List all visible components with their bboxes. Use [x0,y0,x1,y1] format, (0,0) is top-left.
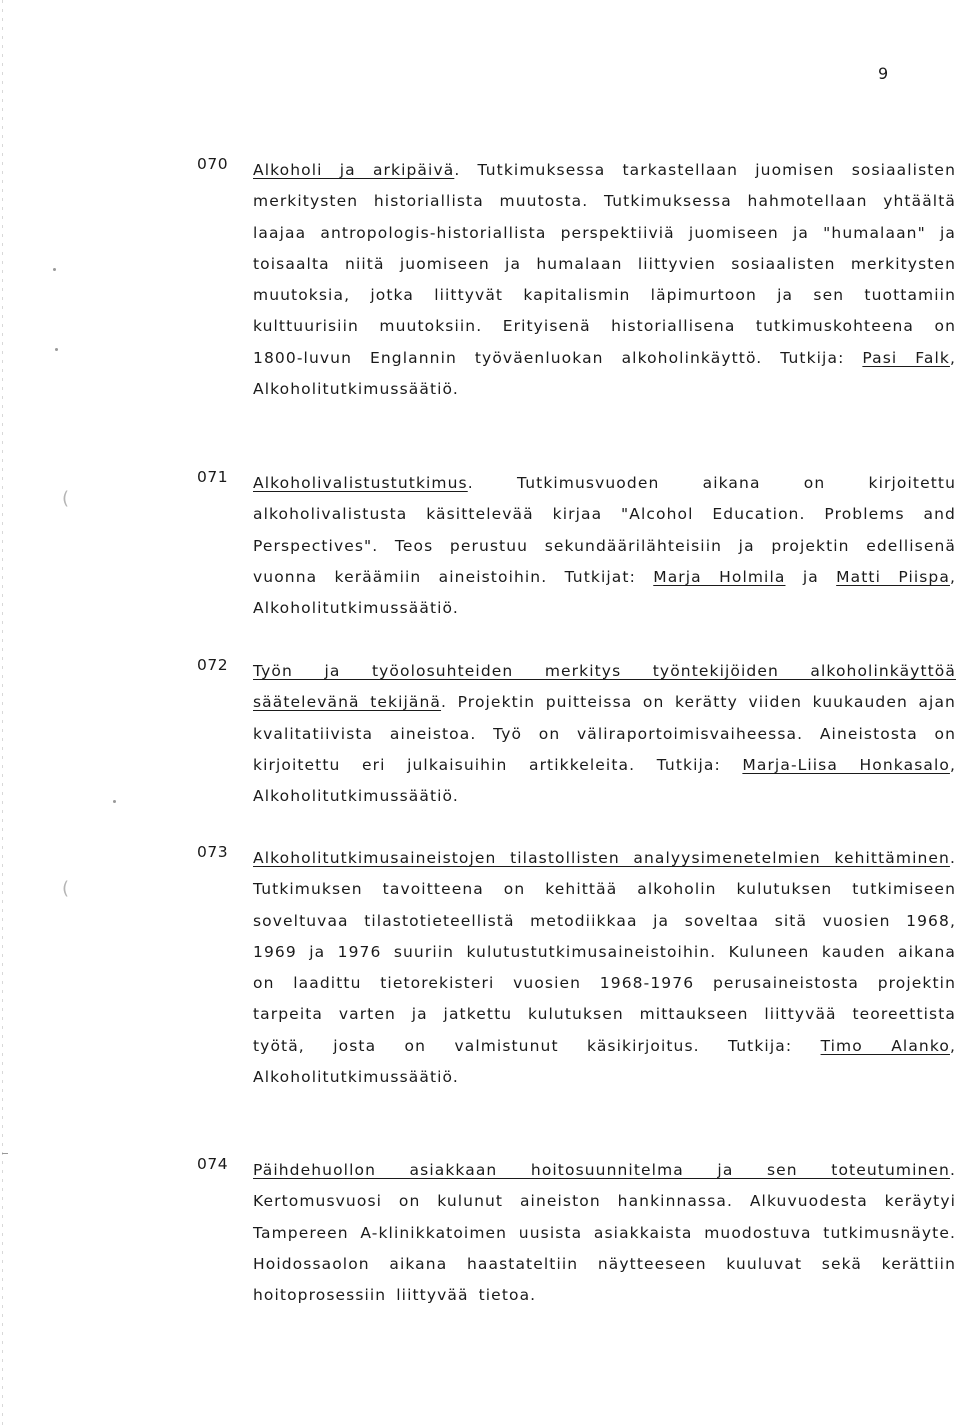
entry-title: Alkoholitutkimusaineistojen tilastollisten analyysimenetelmien kehittäminen [253,849,950,867]
entry-title: Työn ja työolosuhteiden merkitys työntekijöiden alkoholinkäyttöä säätelevänä tekijänä [253,662,956,712]
entry-affiliation: , Alkoholitutkimussäätiö. [253,348,956,399]
researcher-name: Timo Alanko [820,1036,950,1055]
scan-speck [53,268,56,271]
entry-number: 071 [197,468,229,486]
entry-text: . Projektin puitteissa on kerätty viiden kuukauden ajan kvalitatiivista aineistoa. Työ on väliraportoimisvaiheessa. Aineistosta on kirjoitettu eri julkaisuihin artikkeleita. Tutkija: [253,693,956,774]
entry-number: 070 [197,155,229,173]
entry-body [253,1155,956,1311]
scan-edge [2,0,3,1428]
entry-text: . Kertomusvuosi on kulunut aineiston hankinnassa. Alkuvuodesta keräytyi Tampereen A-klinikkatoimen uusista asiakkaista muodostuva tutkimusnäyte. Hoidossaolon aikana haastateltiin näytteeseen kuuluvat sekä kerättiin hoitoprosessiin liittyvää tietoa. [253,1161,956,1305]
researcher-name: Pasi Falk [862,348,950,367]
entry-number: 073 [197,843,229,861]
entry-body [253,656,956,812]
entry-text: . Tutkimuksen tavoitteena on kehittää alkoholin kulutuksen tutkimiseen soveltuvaa tilastotieteellistä metodiikkaa ja soveltaa sitä vuosien 1968, 1969 ja 1976 suuriin kulutustutkimusaineistoihin. Kuluneen kauden aikana on laadittu tietorekisteri vuosien 1968-1976 perusaineistosta projektin tarpeita varten ja jatkettu kulutuksen mittaukseen liittyvää teoreettista työtä, josta on valmistunut käsikirjoitus. Tutkija: [253,849,956,1055]
scan-speck [2,1153,8,1154]
entry-body [253,468,956,624]
scan-speck [55,348,58,351]
researcher-name: Marja-Liisa Honkasalo [742,755,950,774]
entry-number: 074 [197,1155,229,1173]
page-number: 9 [878,64,890,83]
entry-body [253,155,956,405]
entry-body [253,843,956,1093]
entry-title: Alkoholi ja arkipäivä [253,161,455,179]
entry-text: . Tutkimusvuoden aikana on kirjoitettu alkoholivalistusta käsittelevää kirjaa "Alcohol Education. Problems and Perspectives". Teos perustuu sekundäärilähteisiin ja projektin edellisenä vuonna keräämiin aineistoihin. Tutkijat: [253,474,956,586]
scan-speck [113,800,116,803]
researcher-name: Marja Holmila [653,567,786,586]
entry-title: Alkoholivalistustutkimus [253,474,468,492]
entry-affiliation: , Alkoholitutkimussäätiö. [253,567,957,618]
entry-text-connector: ja [785,567,837,586]
entry-affiliation: , Alkoholitutkimussäätiö. [253,1036,956,1087]
entry-number: 072 [197,656,229,674]
entry-title: Päihdehuollon asiakkaan hoitosuunnitelma ja sen toteutuminen [253,1161,950,1179]
margin-mark: ( [62,488,70,509]
entry-text: . Tutkimuksessa tarkastellaan juomisen sosiaalisten merkitysten historiallista muutosta. Tutkimuksessa hahmotellaan yhtäältä laajaa antropologis-historiallista perspektiiviä juomiseen ja "humalaan" ja toisaalta niitä juomiseen ja humalaan liittyvien sosiaalisten merkitysten muutoksia, jotka liittyvät kapitalismin läpimurtoon ja sen tuottamiin kulttuurisiin muutoksiin. Erityisenä historiallisena tutkimuskohteena on 1800-luvun Englannin työväenluokan alkoholinkäyttö. Tutkija: [253,161,956,367]
researcher-name: Matti Piispa [836,567,950,586]
margin-mark: ( [62,878,70,899]
entry-affiliation: , Alkoholitutkimussäätiö. [253,755,956,806]
